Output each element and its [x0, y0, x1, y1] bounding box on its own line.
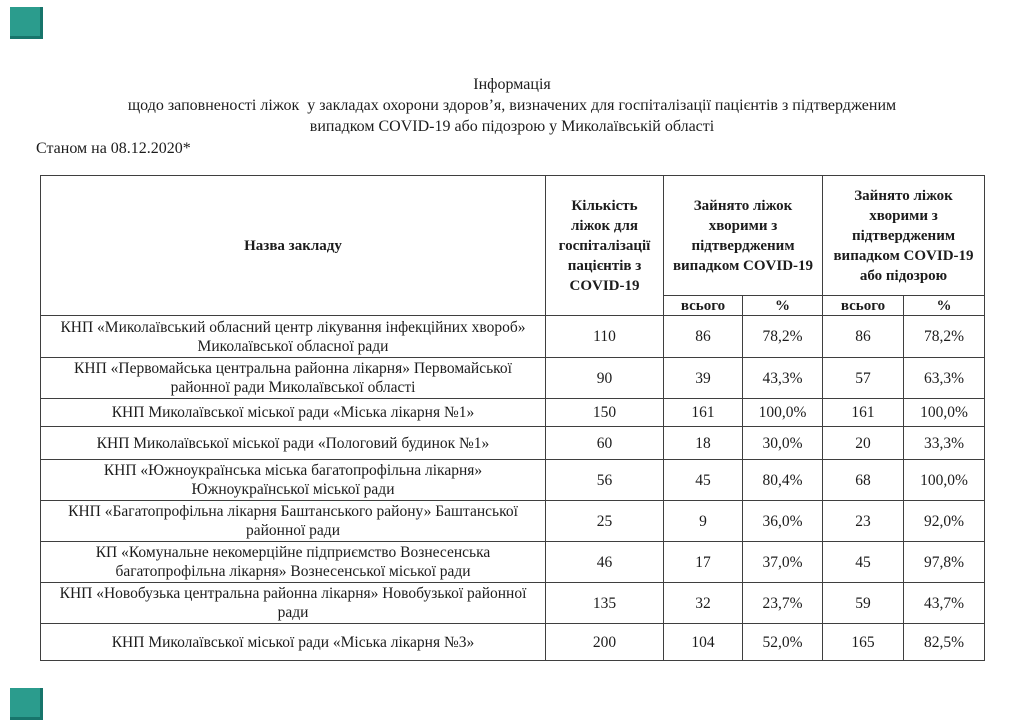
suspected-total-cell: 57 [823, 358, 904, 399]
table-row [41, 358, 985, 399]
suspected-percent-cell: 43,7% [904, 583, 985, 624]
suspected-percent-cell: 100,0% [904, 460, 985, 501]
document-title-block [0, 74, 1024, 137]
header-facility-name: Назва закладу [41, 176, 546, 316]
suspected-percent-cell: 92,0% [904, 501, 985, 542]
table-row [41, 460, 985, 501]
accent-square-bottom-left [10, 688, 43, 720]
beds-cell: 25 [546, 501, 664, 542]
confirmed-total-cell: 161 [664, 399, 743, 427]
suspected-percent-cell: 97,8% [904, 542, 985, 583]
accent-square-top-left [10, 7, 43, 39]
header-occupied-confirmed-or-suspected: Зайнято ліжок хворими з підтвердженим випадком COVID-19 або підозрою [823, 176, 985, 296]
confirmed-total-cell: 17 [664, 542, 743, 583]
suspected-percent-cell: 78,2% [904, 316, 985, 358]
table-row [41, 583, 985, 624]
suspected-total-cell: 165 [823, 624, 904, 661]
suspected-total-cell: 20 [823, 427, 904, 460]
facility-name-cell: КНП «Новобузька центральна районна лікарня» Новобузької районної ради [41, 583, 546, 624]
subheader-confirmed-total: всього [664, 296, 743, 316]
table-row [41, 316, 985, 358]
confirmed-total-cell: 32 [664, 583, 743, 624]
subheader-suspected-percent: % [904, 296, 985, 316]
confirmed-total-cell: 18 [664, 427, 743, 460]
page-title: Інформація [473, 76, 551, 93]
facility-name-cell: КНП Миколаївської міської ради «Міська лікарня №3» [41, 624, 546, 661]
confirmed-total-cell: 104 [664, 624, 743, 661]
facility-name-cell: КНП «Южноукраїнська міська багатопрофільна лікарня» Южноукраїнської міської ради [41, 460, 546, 501]
beds-cell: 90 [546, 358, 664, 399]
beds-cell: 60 [546, 427, 664, 460]
beds-cell: 200 [546, 624, 664, 661]
confirmed-percent-cell: 23,7% [743, 583, 823, 624]
confirmed-percent-cell: 80,4% [743, 460, 823, 501]
beds-cell: 46 [546, 542, 664, 583]
confirmed-percent-cell: 37,0% [743, 542, 823, 583]
hospital-beds-table [40, 175, 985, 661]
confirmed-total-cell: 39 [664, 358, 743, 399]
beds-cell: 56 [546, 460, 664, 501]
beds-cell: 110 [546, 316, 664, 358]
table-row [41, 399, 985, 427]
facility-name-cell: КНП Миколаївської міської ради «Пологовий будинок №1» [41, 427, 546, 460]
subtitle-line-1: щодо заповненості ліжок у закладах охорони здоров’я, визначених для госпіталізації пацієнтів з підтвердженим [127, 97, 897, 114]
table-row [41, 427, 985, 460]
facility-name-cell: КНП «Миколаївський обласний центр лікування інфекційних хвороб» Миколаївської обласної ради [41, 316, 546, 358]
facility-name-cell: КНП «Багатопрофільна лікарня Баштанського району» Баштанської районної ради [41, 501, 546, 542]
confirmed-total-cell: 86 [664, 316, 743, 358]
confirmed-percent-cell: 100,0% [743, 399, 823, 427]
facility-name-cell: КНП Миколаївської міської ради «Міська лікарня №1» [41, 399, 546, 427]
suspected-total-cell: 59 [823, 583, 904, 624]
facility-name-cell: КНП «Первомайська центральна районна лікарня» Первомайської районної ради Миколаївської області [41, 358, 546, 399]
suspected-percent-cell: 63,3% [904, 358, 985, 399]
confirmed-total-cell: 45 [664, 460, 743, 501]
suspected-percent-cell: 33,3% [904, 427, 985, 460]
beds-cell: 135 [546, 583, 664, 624]
suspected-total-cell: 161 [823, 399, 904, 427]
facility-name-cell: КП «Комунальне некомерційне підприємство Вознесенська багатопрофільна лікарня» Вознесенської міської ради [41, 542, 546, 583]
table-row [41, 624, 985, 661]
beds-cell: 150 [546, 399, 664, 427]
confirmed-percent-cell: 36,0% [743, 501, 823, 542]
table-row [41, 501, 985, 542]
table-row [41, 542, 985, 583]
suspected-percent-cell: 100,0% [904, 399, 985, 427]
subheader-suspected-total: всього [823, 296, 904, 316]
confirmed-percent-cell: 78,2% [743, 316, 823, 358]
as-of-date: Станом на 08.12.2020* [36, 140, 191, 157]
table-header-row [41, 176, 985, 296]
suspected-percent-cell: 82,5% [904, 624, 985, 661]
suspected-total-cell: 23 [823, 501, 904, 542]
confirmed-total-cell: 9 [664, 501, 743, 542]
header-occupied-confirmed: Зайнято ліжок хворими з підтвердженим випадком COVID-19 [664, 176, 823, 296]
suspected-total-cell: 68 [823, 460, 904, 501]
suspected-total-cell: 86 [823, 316, 904, 358]
confirmed-percent-cell: 30,0% [743, 427, 823, 460]
suspected-total-cell: 45 [823, 542, 904, 583]
subtitle-line-2: випадком COVID-19 або підозрою у Миколаївській області [309, 118, 715, 135]
subheader-confirmed-percent: % [743, 296, 823, 316]
confirmed-percent-cell: 43,3% [743, 358, 823, 399]
confirmed-percent-cell: 52,0% [743, 624, 823, 661]
header-bed-count: Кількість ліжок для госпіталізації пацієнтів з COVID-19 [546, 176, 664, 316]
